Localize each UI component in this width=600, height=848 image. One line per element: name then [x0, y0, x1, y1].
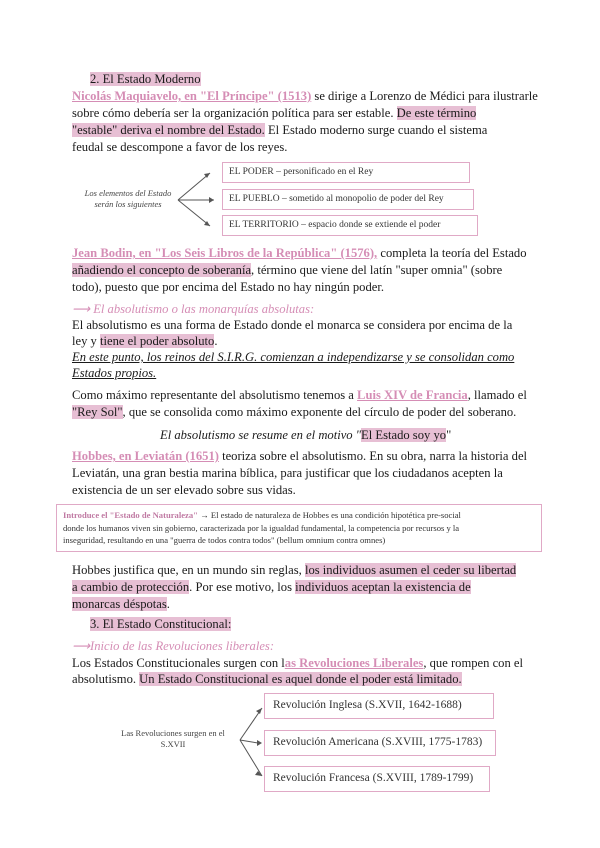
- section-3-title: [90, 617, 231, 632]
- elements-diagram-label: Los elementos del Estado serán los siguientes: [84, 188, 172, 209]
- paragraph-line: [72, 672, 462, 687]
- revolution-box-inglesa: Revolución Inglesa (S.XVII, 1642-1688): [264, 693, 494, 719]
- paragraph-line: [72, 449, 527, 464]
- naturaleza-label: Introduce el "Estado de Naturaleza": [63, 510, 198, 520]
- paragraph-line: [72, 405, 516, 420]
- text: . Por ese motivo, los: [189, 580, 296, 594]
- highlight: añadiendo el concepto de soberanía: [72, 263, 252, 277]
- highlight: "estable" deriva el nombre del Estado.: [72, 123, 265, 137]
- text: ": [446, 428, 452, 442]
- highlight: monarcas déspotas: [72, 597, 167, 611]
- paragraph-line: [72, 318, 512, 333]
- highlight: individuos aceptan la existencia de: [295, 580, 471, 594]
- paragraph-line: [72, 280, 384, 295]
- estado-naturaleza-box: [56, 504, 542, 552]
- text: , que rompen con el: [423, 656, 523, 670]
- paragraph-line: En este punto, los reinos del S.I.R.G. comienzan a independizarse y se consolidan como: [72, 350, 515, 364]
- text: El estado de naturaleza de Hobbes es una condición hipotética pre-social: [208, 510, 461, 520]
- text: feudal se descompone a favor de los reyes.: [72, 140, 288, 154]
- maquiavelo-link[interactable]: Nicolás Maquiavelo, en "El Príncipe" (1513): [72, 89, 312, 103]
- paragraph-line: [72, 483, 296, 498]
- text: , llamado el: [467, 388, 527, 402]
- box-line: [63, 509, 535, 522]
- paragraph-line: [72, 466, 503, 481]
- text: El absolutismo es una forma de Estado donde el monarca se considera por encima de la: [72, 318, 513, 332]
- highlight: De este término: [396, 106, 477, 120]
- bodin-link[interactable]: Jean Bodin, en "Los Seis Libros de la República" (1576),: [72, 246, 378, 260]
- text: teoriza sobre el absolutismo. En su obra, narra la historia del: [218, 449, 528, 463]
- text: Leviatán, una gran bestia marina bíblica, para justificar que los ciudadanos acepten la: [72, 466, 503, 480]
- highlight: Un Estado Constitucional es aquel donde el poder está limitado.: [139, 672, 462, 686]
- absolutismo-heading: ⟶ El absolutismo o las monarquías absolutas:: [72, 302, 315, 316]
- text: , término que viene del latín "super omnia" (sobre: [251, 263, 503, 277]
- paragraph-line: [72, 563, 516, 578]
- paragraph-line: [72, 388, 527, 403]
- text: El Estado moderno surge cuando el sistema: [264, 123, 488, 137]
- paragraph-line: [72, 597, 170, 612]
- text: .: [214, 334, 218, 348]
- highlight: tiene el poder absoluto: [99, 334, 215, 348]
- revolution-box-americana: Revolución Americana (S.XVIII, 1775-1783): [264, 730, 496, 756]
- text: sobre cómo debería ser la organización política para ser estable.: [72, 106, 397, 120]
- text: se dirige a Lorenzo de Médici para ilustrarle: [311, 89, 538, 103]
- text: absolutismo.: [72, 672, 140, 686]
- element-box-poder: EL PODER – personificado en el Rey: [222, 162, 470, 183]
- text: El absolutismo se resume en el motivo ": [160, 428, 362, 442]
- highlight: "Rey Sol": [72, 405, 123, 419]
- connector-line: [240, 740, 258, 743]
- revolution-box-francesa: Revolución Francesa (S.XVIII, 1789-1799): [264, 766, 490, 792]
- paragraph-line: Estados propios.: [72, 366, 157, 380]
- highlight: los individuos asumen el ceder su libertad: [304, 563, 517, 577]
- box-line: donde los humanos viven sin gobierno, caracterizada por la igualdad fundamental, la competencia por recursos y la: [63, 522, 460, 533]
- element-box-pueblo: EL PUEBLO – sometido al monopolio de poder del Rey: [222, 189, 474, 210]
- paragraph-line: [72, 334, 218, 349]
- element-box-territorio: EL TERRITORIO – espacio donde se extiende el poder: [222, 215, 478, 236]
- connector-line: [240, 740, 262, 776]
- text: ley y: [72, 334, 100, 348]
- arrowhead: [209, 197, 214, 203]
- motto-line: [160, 428, 451, 443]
- paragraph-line: [72, 263, 502, 278]
- text: Hobbes justifica que, en un mundo sin reglas,: [72, 563, 305, 577]
- highlight: El Estado soy yo: [361, 428, 447, 442]
- connector-line: [178, 173, 210, 200]
- revoluciones-heading: ⟶Inicio de las Revoluciones liberales:: [72, 639, 275, 653]
- box-line: inseguridad, resultando en una "guerra de todos contra todos" (bellum omnium contra omnes): [63, 535, 386, 545]
- revoluciones-diagram-label: Las Revoluciones surgen en el S.XVII: [121, 728, 225, 749]
- paragraph-line: [72, 246, 527, 261]
- text: completa la teoría del Estado: [377, 246, 527, 260]
- connector-line: [178, 200, 210, 226]
- text: existencia de un ser elevado sobre sus vidas.: [72, 483, 296, 497]
- text: todo), puesto que por encima del Estado no hay ningún poder.: [72, 280, 384, 294]
- text: .: [166, 597, 170, 611]
- highlight: a cambio de protección: [72, 580, 190, 594]
- section-title-text: 3. El Estado Constitucional:: [90, 617, 232, 631]
- revoluciones-link[interactable]: as Revoluciones Liberales: [284, 656, 424, 670]
- arrow-icon: →: [200, 510, 209, 520]
- arrowhead: [257, 740, 262, 746]
- luis-xiv-link[interactable]: Luis XIV de Francia: [357, 388, 468, 402]
- paragraph-line: [72, 656, 523, 671]
- arrowhead: [256, 708, 262, 714]
- paragraph-line: [72, 580, 471, 595]
- text: Los Estados Constitucionales surgen con l: [72, 656, 285, 670]
- text: Como máximo representante del absolutismo tenemos a: [72, 388, 358, 402]
- text: , que se consolida como máximo exponente del círculo de poder del soberano.: [122, 405, 517, 419]
- hobbes-link[interactable]: Hobbes, en Leviatán (1651): [72, 449, 219, 463]
- section-title-text: 2. El Estado Moderno: [90, 72, 201, 86]
